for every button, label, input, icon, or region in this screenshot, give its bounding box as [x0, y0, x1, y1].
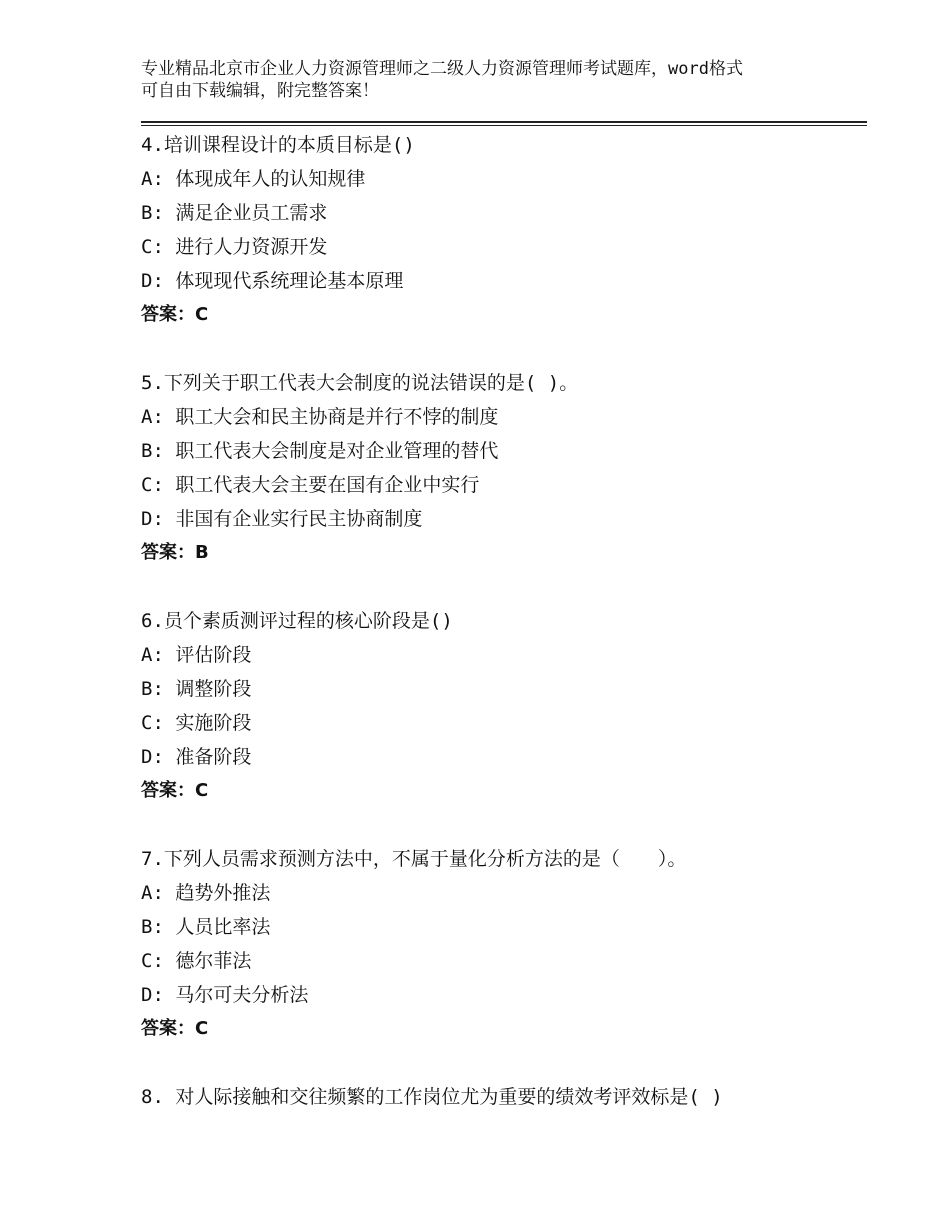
option-a: A: 趋势外推法 [141, 882, 271, 904]
spacer [141, 332, 867, 366]
document-header [141, 58, 821, 102]
question-stem: 5.下列关于职工代表大会制度的说法错误的是( )。 [141, 372, 579, 394]
header-rule-thin [141, 125, 867, 126]
question-stem: 4.培训课程设计的本质目标是() [141, 134, 415, 156]
option-c: C: 职工代表大会主要在国有企业中实行 [141, 474, 480, 496]
option-d: D: 马尔可夫分析法 [141, 984, 309, 1006]
question-block-8 [141, 1080, 867, 1114]
spacer [141, 1046, 867, 1080]
option-c: C: 实施阶段 [141, 712, 252, 734]
question-block-6 [141, 604, 867, 808]
option-c: C: 德尔菲法 [141, 950, 252, 972]
option-d: D: 体现现代系统理论基本原理 [141, 270, 404, 292]
question-block-7 [141, 842, 867, 1046]
option-a: A: 体现成年人的认知规律 [141, 168, 366, 190]
option-a: A: 职工大会和民主协商是并行不悖的制度 [141, 406, 499, 428]
answer-label: 答案：C [141, 304, 209, 325]
option-b: B: 人员比率法 [141, 916, 271, 938]
question-stem: 7.下列人员需求预测方法中，不属于量化分析方法的是（ ）。 [141, 848, 687, 870]
header-line-1: 专业精品北京市企业人力资源管理师之二级人力资源管理师考试题库，word格式 [141, 59, 743, 79]
question-block-4 [141, 128, 867, 332]
question-stem: 6.员个素质测评过程的核心阶段是() [141, 610, 453, 632]
question-stem: 8. 对人际接触和交往频繁的工作岗位尤为重要的绩效考评效标是( ) [141, 1086, 723, 1108]
spacer [141, 570, 867, 604]
answer-label: 答案：B [141, 542, 209, 563]
header-line-2: 可自由下载编辑，附完整答案！ [141, 81, 379, 101]
question-block-5 [141, 366, 867, 570]
option-d: D: 准备阶段 [141, 746, 252, 768]
option-d: D: 非国有企业实行民主协商制度 [141, 508, 423, 530]
option-b: B: 职工代表大会制度是对企业管理的替代 [141, 440, 499, 462]
answer-label: 答案：C [141, 1018, 209, 1039]
option-b: B: 调整阶段 [141, 678, 252, 700]
option-c: C: 进行人力资源开发 [141, 236, 328, 258]
option-b: B: 满足企业员工需求 [141, 202, 328, 224]
spacer [141, 808, 867, 842]
answer-label: 答案：C [141, 780, 209, 801]
header-rule-thick [141, 121, 867, 123]
option-a: A: 评估阶段 [141, 644, 252, 666]
question-list [141, 128, 867, 1114]
